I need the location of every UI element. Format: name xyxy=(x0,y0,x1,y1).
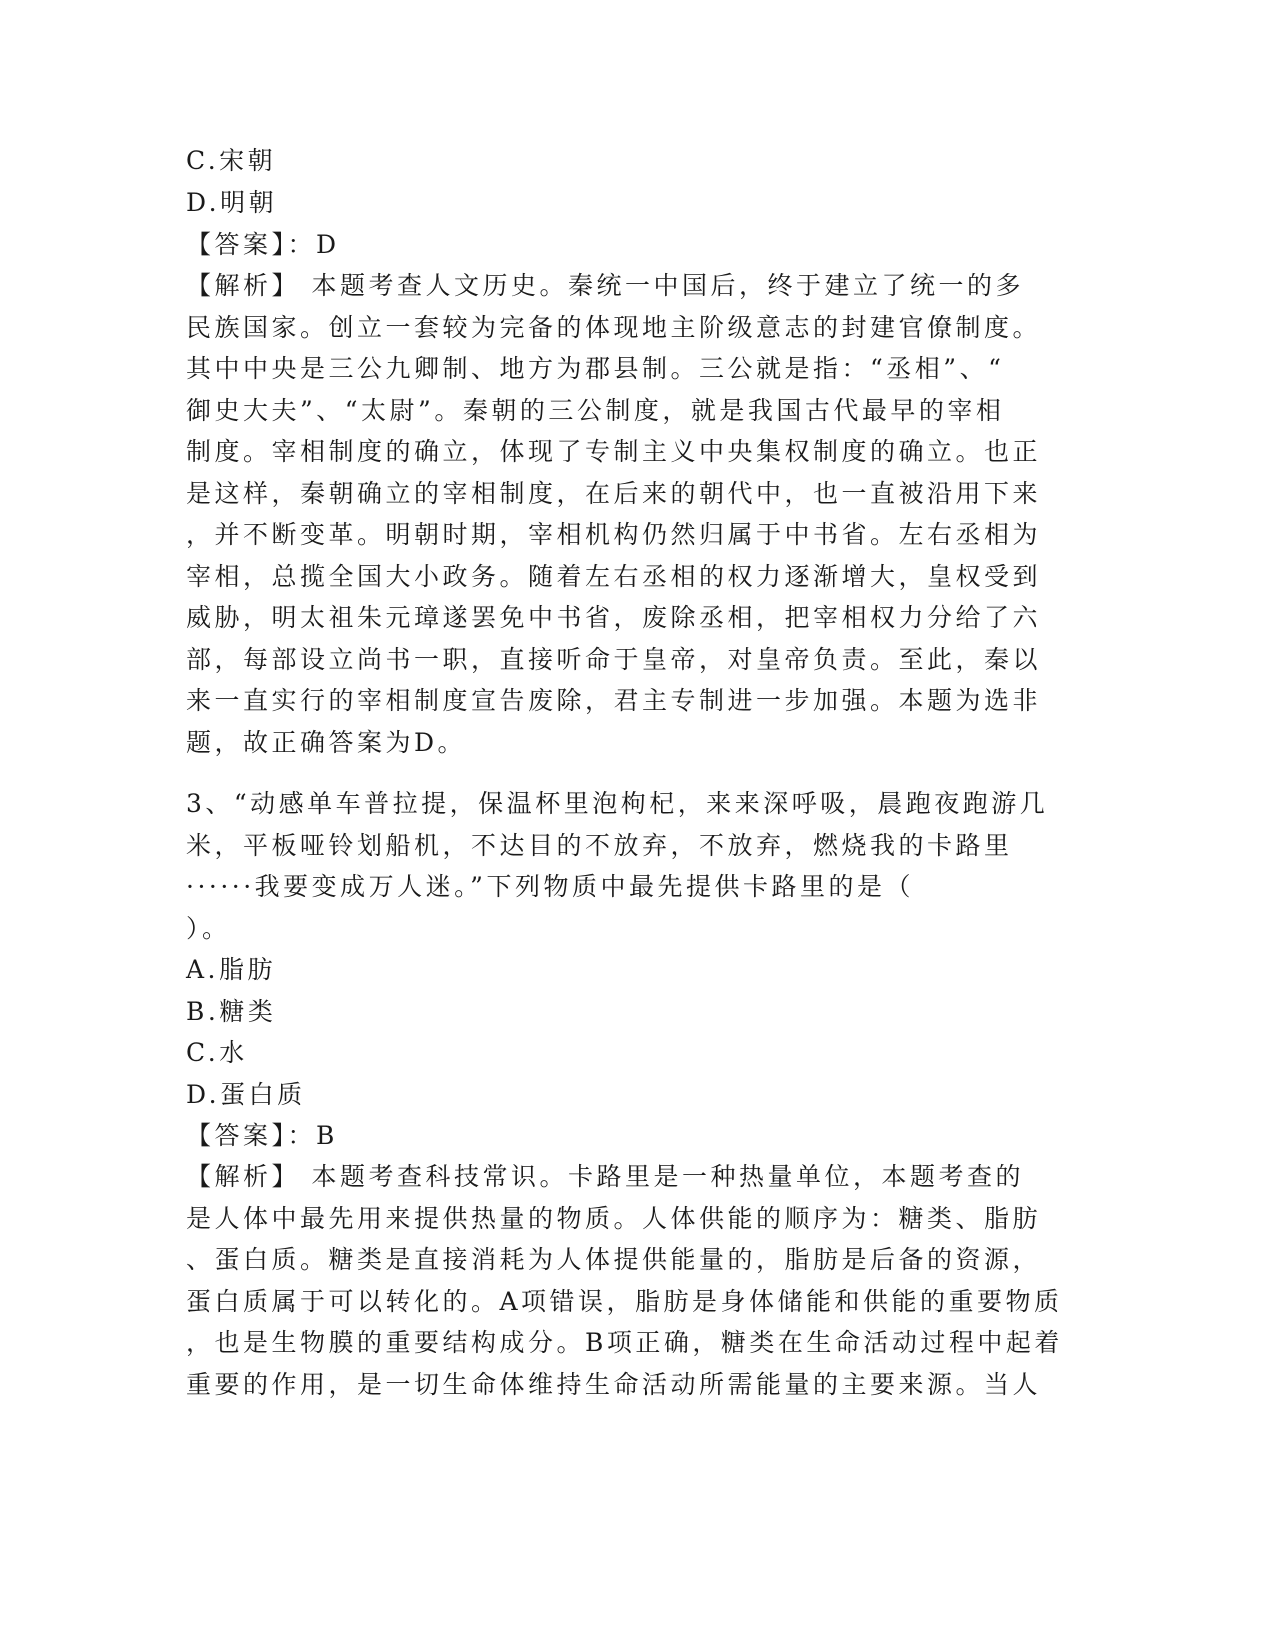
analysis-line: 【解析】 本题考查人文历史。秦统一中国后，终于建立了统一的多 xyxy=(186,271,1024,300)
answer-line: 【答案】：D xyxy=(186,230,340,259)
analysis-line: 【解析】 本题考查科技常识。卡路里是一种热量单位，本题考查的 xyxy=(186,1162,1024,1191)
answer-line: 【答案】：B xyxy=(186,1121,338,1150)
analysis-line: 题，故正确答案为D。 xyxy=(186,728,467,757)
option-b: B.糖类 xyxy=(186,997,277,1026)
option-c: C.水 xyxy=(186,1038,248,1067)
analysis-line: 是这样，秦朝确立的宰相制度，在后来的朝代中，也一直被沿用下来 xyxy=(186,479,1042,508)
question-stem-line: ）。 xyxy=(186,914,231,943)
analysis-line: 御史大夫”、“太尉”。秦朝的三公制度，就是我国古代最早的宰相 xyxy=(186,396,1005,425)
analysis-line: 制度。宰相制度的确立，体现了专制主义中央集权制度的确立。也正 xyxy=(186,437,1042,466)
analysis-line: 重要的作用，是一切生命体维持生命活动所需能量的主要来源。当人 xyxy=(186,1370,1042,1399)
analysis-line: 、蛋白质。糖类是直接消耗为人体提供能量的，脂肪是后备的资源， xyxy=(186,1245,1042,1274)
analysis-line: 来一直实行的宰相制度宣告废除，君主专制进一步加强。本题为选非 xyxy=(186,686,1042,715)
question-stem-line: ······我要变成万人迷。”下列物质中最先提供卡路里的是（ xyxy=(186,872,914,901)
question-stem-line: 米，平板哑铃划船机，不达目的不放弃，不放弃，燃烧我的卡路里 xyxy=(186,831,1013,860)
analysis-line: 是人体中最先用来提供热量的物质。人体供能的顺序为：糖类、脂肪 xyxy=(186,1204,1042,1233)
analysis-line: 民族国家。创立一套较为完备的体现地主阶级意志的封建官僚制度。 xyxy=(186,313,1042,342)
analysis-line: 其中中央是三公九卿制、地方为郡县制。三公就是指：“丞相”、“ xyxy=(186,354,1005,383)
analysis-line: 蛋白质属于可以转化的。A项错误，脂肪是身体储能和供能的重要物质 xyxy=(186,1287,1063,1316)
option-a: A.脂肪 xyxy=(186,955,277,984)
option-d: D.蛋白质 xyxy=(186,1080,306,1109)
analysis-line: 威胁，明太祖朱元璋遂罢免中书省，废除丞相，把宰相权力分给了六 xyxy=(186,603,1042,632)
option-d: D.明朝 xyxy=(186,188,278,217)
analysis-line: 宰相，总揽全国大小政务。随着左右丞相的权力逐渐增大，皇权受到 xyxy=(186,562,1042,591)
question-stem-line: 3、“动感单车普拉提，保温杯里泡枸杞，来来深呼吸，晨跑夜跑游几 xyxy=(186,789,1049,818)
analysis-line: 部，每部设立尚书一职，直接听命于皇帝，对皇帝负责。至此，秦以 xyxy=(186,645,1042,674)
option-c: C.宋朝 xyxy=(186,146,277,175)
analysis-line: ，并不断变革。明朝时期，宰相机构仍然归属于中书省。左右丞相为 xyxy=(186,520,1042,549)
analysis-line: ，也是生物膜的重要结构成分。B项正确，糖类在生命活动过程中起着 xyxy=(186,1328,1063,1357)
